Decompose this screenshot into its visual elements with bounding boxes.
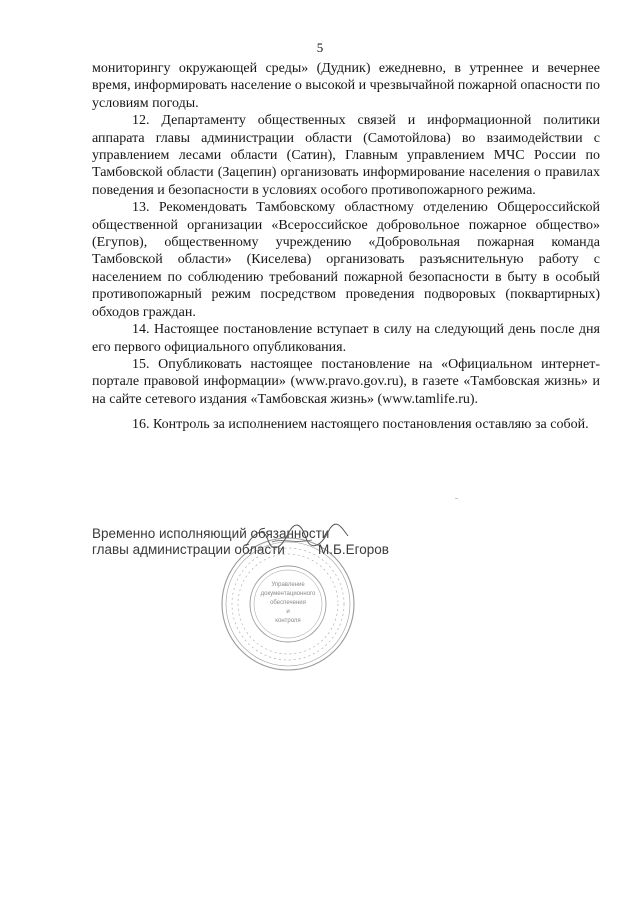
signer-position-line-1: Временно исполняющий обязанности [92,526,330,541]
scan-speck [455,498,458,499]
signer-position-line-2: главы администрации области [92,542,285,557]
paragraph-11-continuation: мониторингу окружающей среды» (Дудник) ежедневно, в утреннее и вечернее время, информировать население о высокой и чрезвычайной пожарной опасности по условиям погоды. [92,61,600,111]
paragraph-16: 16. Контроль за исполнением настоящего постановления оставляю за собой. [132,417,589,433]
paragraph-15: 15. Опубликовать настоящее постановление на «Официальном интернет-портале правовой информации» (www.pravo.gov.ru), в газете «Тамбовская жизнь» и на сайте сетевого издания «Тамбовская жизнь» (www.tamlife.ru). [92,356,600,407]
signature-block [92,526,512,558]
signer-name: М.Б.Егоров [318,542,389,557]
paragraph-13: 13. Рекомендовать Тамбовскому областному отделению Общероссийской общественной организации «Всероссийское добровольное пожарное общество» (Егупов), общественному учреждению «Добровольная пожарная команда Тамбовской области» (Киселева) организовать разъяснительную работу с населением по соблюдению требований пожарной безопасности в быту в особый противопожарный режим посредством проведения подворовых (поквартирных) обходов граждан. [92,200,600,320]
handwritten-signature-icon [242,520,352,556]
paragraph-14: 14. Настоящее постановление вступает в силу на следующий день после дня его первого официального опубликования. [92,322,600,355]
paragraph-12: 12. Департаменту общественных связей и информационной политики аппарата главы администрации области (Самотойлова) во взаимодействии с управлением лесами области (Сатин), Главным управлением МЧС России по Тамбовской области (Зацепин) организовать информирование населения о правилах поведения и безопасности в условиях особого противопожарного режима. [92,113,600,198]
page-number: 5 [316,40,324,55]
document-body [92,60,600,434]
stamp-inner-line-3: обеспечения [270,600,306,606]
stamp-inner-line-1: Управление [271,582,305,588]
stamp-inner-line-4: и [286,609,290,615]
stamp-inner-line-5: контроля [275,618,301,624]
stamp-inner-line-2: документационного [260,591,316,597]
